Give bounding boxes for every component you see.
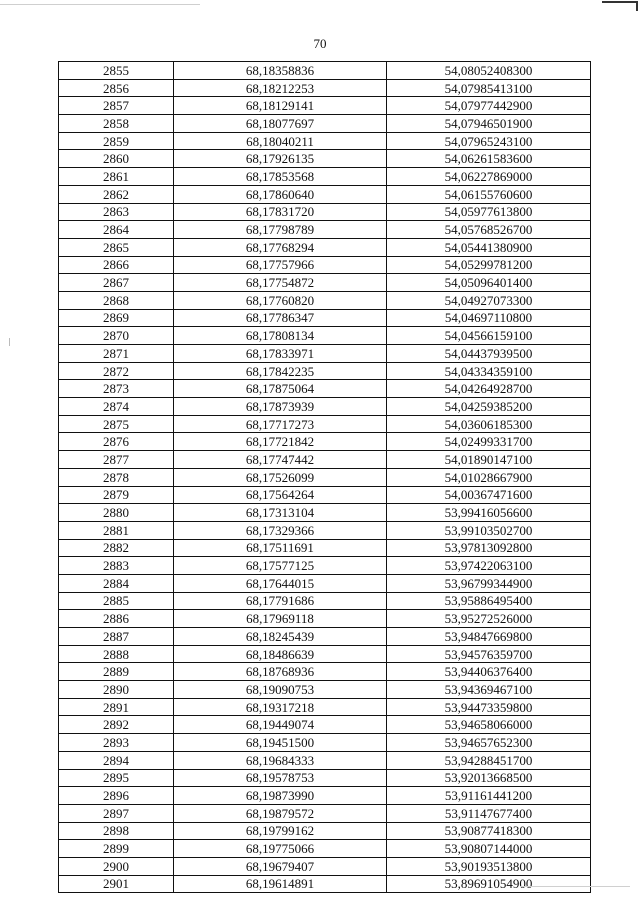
table-row — [59, 62, 591, 80]
y-coordinate-cell: 54,00367471600 — [387, 486, 591, 504]
table-row — [59, 345, 591, 363]
point-number-cell: 2877 — [59, 451, 174, 469]
y-coordinate-cell: 53,91161441200 — [387, 787, 591, 805]
coordinates-table — [58, 61, 591, 893]
y-coordinate-cell: 53,94847669800 — [387, 628, 591, 646]
y-coordinate-cell: 53,95272526000 — [387, 610, 591, 628]
point-number-cell: 2865 — [59, 238, 174, 256]
table-row — [59, 433, 591, 451]
point-number-cell: 2890 — [59, 681, 174, 699]
table-row — [59, 203, 591, 221]
x-coordinate-cell: 68,17721842 — [174, 433, 387, 451]
table-row — [59, 840, 591, 858]
table-row — [59, 539, 591, 557]
table-row — [59, 221, 591, 239]
y-coordinate-cell: 53,99103502700 — [387, 521, 591, 539]
point-number-cell: 2888 — [59, 645, 174, 663]
point-number-cell: 2856 — [59, 79, 174, 97]
point-number-cell: 2869 — [59, 309, 174, 327]
table-row — [59, 521, 591, 539]
table-row — [59, 681, 591, 699]
x-coordinate-cell: 68,18768936 — [174, 663, 387, 681]
point-number-cell: 2880 — [59, 504, 174, 522]
x-coordinate-cell: 68,17644015 — [174, 574, 387, 592]
y-coordinate-cell: 53,95886495400 — [387, 592, 591, 610]
x-coordinate-cell: 68,18245439 — [174, 628, 387, 646]
table-row — [59, 751, 591, 769]
x-coordinate-cell: 68,17313104 — [174, 504, 387, 522]
point-number-cell: 2867 — [59, 274, 174, 292]
table-row — [59, 628, 591, 646]
y-coordinate-cell: 53,94288451700 — [387, 751, 591, 769]
table-row — [59, 468, 591, 486]
point-number-cell: 2894 — [59, 751, 174, 769]
scan-edge-line-bottom — [520, 886, 630, 887]
point-number-cell: 2875 — [59, 415, 174, 433]
point-number-cell: 2895 — [59, 769, 174, 787]
y-coordinate-cell: 53,94369467100 — [387, 681, 591, 699]
point-number-cell: 2857 — [59, 97, 174, 115]
page-number: 70 — [313, 36, 327, 51]
y-coordinate-cell: 53,92013668500 — [387, 769, 591, 787]
y-coordinate-cell: 54,07977442900 — [387, 97, 591, 115]
x-coordinate-cell: 68,17754872 — [174, 274, 387, 292]
table-row — [59, 185, 591, 203]
x-coordinate-cell: 68,17969118 — [174, 610, 387, 628]
x-coordinate-cell: 68,17860640 — [174, 185, 387, 203]
x-coordinate-cell: 68,19873990 — [174, 787, 387, 805]
table-row — [59, 734, 591, 752]
y-coordinate-cell: 54,07985413100 — [387, 79, 591, 97]
table-row — [59, 804, 591, 822]
x-coordinate-cell: 68,17798789 — [174, 221, 387, 239]
x-coordinate-cell: 68,17808134 — [174, 327, 387, 345]
x-coordinate-cell: 68,17760820 — [174, 291, 387, 309]
y-coordinate-cell: 54,04264928700 — [387, 380, 591, 398]
x-coordinate-cell: 68,17831720 — [174, 203, 387, 221]
x-coordinate-cell: 68,19090753 — [174, 681, 387, 699]
x-coordinate-cell: 68,19799162 — [174, 822, 387, 840]
y-coordinate-cell: 54,06155760600 — [387, 185, 591, 203]
x-coordinate-cell: 68,17791686 — [174, 592, 387, 610]
scan-edge-line — [0, 4, 200, 5]
x-coordinate-cell: 68,19578753 — [174, 769, 387, 787]
table-row — [59, 451, 591, 469]
x-coordinate-cell: 68,17717273 — [174, 415, 387, 433]
y-coordinate-cell: 54,05768526700 — [387, 221, 591, 239]
x-coordinate-cell: 68,17875064 — [174, 380, 387, 398]
y-coordinate-cell: 54,03606185300 — [387, 415, 591, 433]
point-number-cell: 2864 — [59, 221, 174, 239]
point-number-cell: 2855 — [59, 62, 174, 80]
x-coordinate-cell: 68,17873939 — [174, 398, 387, 416]
point-number-cell: 2900 — [59, 857, 174, 875]
point-number-cell: 2896 — [59, 787, 174, 805]
x-coordinate-cell: 68,17577125 — [174, 557, 387, 575]
y-coordinate-cell: 53,90807144000 — [387, 840, 591, 858]
x-coordinate-cell: 68,19679407 — [174, 857, 387, 875]
point-number-cell: 2858 — [59, 115, 174, 133]
y-coordinate-cell: 54,05977613800 — [387, 203, 591, 221]
point-number-cell: 2884 — [59, 574, 174, 592]
table-row — [59, 698, 591, 716]
x-coordinate-cell: 68,19879572 — [174, 804, 387, 822]
x-coordinate-cell: 68,18040211 — [174, 132, 387, 150]
point-number-cell: 2886 — [59, 610, 174, 628]
point-number-cell: 2859 — [59, 132, 174, 150]
coordinates-table-body — [59, 62, 591, 893]
margin-mark — [9, 338, 10, 346]
table-row — [59, 291, 591, 309]
table-row — [59, 97, 591, 115]
table-row — [59, 132, 591, 150]
table-row — [59, 362, 591, 380]
table-row — [59, 557, 591, 575]
table-row — [59, 610, 591, 628]
x-coordinate-cell: 68,17926135 — [174, 150, 387, 168]
y-coordinate-cell: 54,02499331700 — [387, 433, 591, 451]
table-row — [59, 574, 591, 592]
table-row — [59, 115, 591, 133]
y-coordinate-cell: 54,04927073300 — [387, 291, 591, 309]
y-coordinate-cell: 53,97422063100 — [387, 557, 591, 575]
y-coordinate-cell: 54,04697110800 — [387, 309, 591, 327]
table-row — [59, 645, 591, 663]
x-coordinate-cell: 68,17747442 — [174, 451, 387, 469]
x-coordinate-cell: 68,17757966 — [174, 256, 387, 274]
x-coordinate-cell: 68,19451500 — [174, 734, 387, 752]
point-number-cell: 2872 — [59, 362, 174, 380]
table-row — [59, 857, 591, 875]
point-number-cell: 2868 — [59, 291, 174, 309]
point-number-cell: 2882 — [59, 539, 174, 557]
x-coordinate-cell: 68,18212253 — [174, 79, 387, 97]
y-coordinate-cell: 53,94658066000 — [387, 716, 591, 734]
x-coordinate-cell: 68,17564264 — [174, 486, 387, 504]
x-coordinate-cell: 68,17329366 — [174, 521, 387, 539]
point-number-cell: 2885 — [59, 592, 174, 610]
table-row — [59, 787, 591, 805]
point-number-cell: 2873 — [59, 380, 174, 398]
x-coordinate-cell: 68,17853568 — [174, 168, 387, 186]
x-coordinate-cell: 68,17786347 — [174, 309, 387, 327]
y-coordinate-cell: 54,08052408300 — [387, 62, 591, 80]
y-coordinate-cell: 54,06227869000 — [387, 168, 591, 186]
y-coordinate-cell: 54,01890147100 — [387, 451, 591, 469]
x-coordinate-cell: 68,18129141 — [174, 97, 387, 115]
point-number-cell: 2871 — [59, 345, 174, 363]
y-coordinate-cell: 54,05299781200 — [387, 256, 591, 274]
point-number-cell: 2898 — [59, 822, 174, 840]
table-row — [59, 504, 591, 522]
point-number-cell: 2897 — [59, 804, 174, 822]
y-coordinate-cell: 53,96799344900 — [387, 574, 591, 592]
y-coordinate-cell: 53,90877418300 — [387, 822, 591, 840]
y-coordinate-cell: 54,04437939500 — [387, 345, 591, 363]
point-number-cell: 2883 — [59, 557, 174, 575]
point-number-cell: 2893 — [59, 734, 174, 752]
y-coordinate-cell: 53,94406376400 — [387, 663, 591, 681]
table-row — [59, 716, 591, 734]
table-row — [59, 168, 591, 186]
x-coordinate-cell: 68,18486639 — [174, 645, 387, 663]
point-number-cell: 2870 — [59, 327, 174, 345]
table-row — [59, 486, 591, 504]
point-number-cell: 2881 — [59, 521, 174, 539]
table-row — [59, 150, 591, 168]
x-coordinate-cell: 68,18358836 — [174, 62, 387, 80]
point-number-cell: 2891 — [59, 698, 174, 716]
y-coordinate-cell: 54,06261583600 — [387, 150, 591, 168]
y-coordinate-cell: 53,94473359800 — [387, 698, 591, 716]
y-coordinate-cell: 54,05096401400 — [387, 274, 591, 292]
x-coordinate-cell: 68,18077697 — [174, 115, 387, 133]
x-coordinate-cell: 68,17511691 — [174, 539, 387, 557]
table-row — [59, 769, 591, 787]
point-number-cell: 2901 — [59, 875, 174, 893]
x-coordinate-cell: 68,19614891 — [174, 875, 387, 893]
table-row — [59, 875, 591, 893]
point-number-cell: 2874 — [59, 398, 174, 416]
point-number-cell: 2879 — [59, 486, 174, 504]
y-coordinate-cell: 54,07946501900 — [387, 115, 591, 133]
point-number-cell: 2892 — [59, 716, 174, 734]
point-number-cell: 2863 — [59, 203, 174, 221]
point-number-cell: 2899 — [59, 840, 174, 858]
point-number-cell: 2861 — [59, 168, 174, 186]
y-coordinate-cell: 53,94576359700 — [387, 645, 591, 663]
y-coordinate-cell: 53,99416056600 — [387, 504, 591, 522]
y-coordinate-cell: 54,07965243100 — [387, 132, 591, 150]
table-row — [59, 592, 591, 610]
y-coordinate-cell: 53,91147677400 — [387, 804, 591, 822]
point-number-cell: 2860 — [59, 150, 174, 168]
x-coordinate-cell: 68,19684333 — [174, 751, 387, 769]
point-number-cell: 2878 — [59, 468, 174, 486]
y-coordinate-cell: 54,04334359100 — [387, 362, 591, 380]
point-number-cell: 2866 — [59, 256, 174, 274]
point-number-cell: 2862 — [59, 185, 174, 203]
table-row — [59, 380, 591, 398]
corner-fold-mark — [602, 1, 638, 11]
table-row — [59, 327, 591, 345]
x-coordinate-cell: 68,17833971 — [174, 345, 387, 363]
table-row — [59, 274, 591, 292]
y-coordinate-cell: 54,04259385200 — [387, 398, 591, 416]
table-row — [59, 663, 591, 681]
y-coordinate-cell: 54,05441380900 — [387, 238, 591, 256]
point-number-cell: 2876 — [59, 433, 174, 451]
table-row — [59, 415, 591, 433]
table-row — [59, 309, 591, 327]
x-coordinate-cell: 68,17526099 — [174, 468, 387, 486]
table-row — [59, 398, 591, 416]
y-coordinate-cell: 53,94657652300 — [387, 734, 591, 752]
y-coordinate-cell: 54,04566159100 — [387, 327, 591, 345]
x-coordinate-cell: 68,17842235 — [174, 362, 387, 380]
x-coordinate-cell: 68,19317218 — [174, 698, 387, 716]
table-row — [59, 822, 591, 840]
table-row — [59, 79, 591, 97]
point-number-cell: 2889 — [59, 663, 174, 681]
x-coordinate-cell: 68,19449074 — [174, 716, 387, 734]
table-row — [59, 256, 591, 274]
y-coordinate-cell: 54,01028667900 — [387, 468, 591, 486]
y-coordinate-cell: 53,97813092800 — [387, 539, 591, 557]
y-coordinate-cell: 53,90193513800 — [387, 857, 591, 875]
x-coordinate-cell: 68,19775066 — [174, 840, 387, 858]
x-coordinate-cell: 68,17768294 — [174, 238, 387, 256]
point-number-cell: 2887 — [59, 628, 174, 646]
y-coordinate-cell: 53,89691054900 — [387, 875, 591, 893]
table-row — [59, 238, 591, 256]
